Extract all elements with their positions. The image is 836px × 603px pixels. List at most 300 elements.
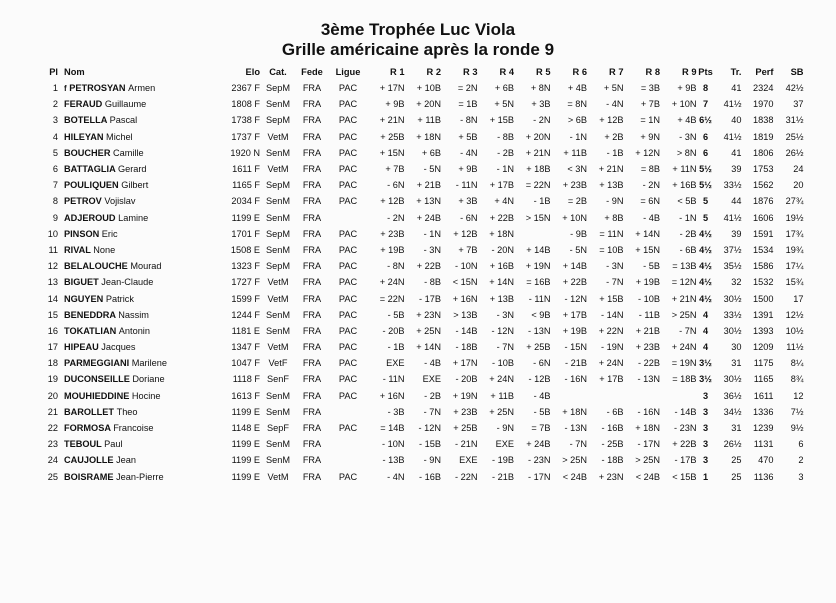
round-6-result: + 14B: [562, 261, 587, 272]
player-name-cell: [60, 355, 214, 371]
round-6-result: + 4B: [567, 83, 587, 94]
elo-cell: 1738 F: [231, 115, 260, 126]
round-6-result: = 8N: [567, 99, 587, 110]
player-name-cell: [60, 371, 214, 387]
player-first-name: Marilene: [131, 358, 167, 369]
table-row: [36, 452, 804, 468]
player-name-cell: [60, 129, 214, 145]
round-9-result: - 7N: [679, 325, 697, 336]
round-3-result: + 3B: [458, 196, 478, 207]
league-cell: PAC: [338, 261, 358, 272]
round-8-result: = 3B: [640, 83, 660, 94]
league-cell: PAC: [338, 115, 358, 126]
round-5-result: + 24B: [526, 439, 551, 450]
elo-cell: 1181 E: [231, 325, 260, 336]
category-cell: SenM: [265, 196, 290, 207]
performance-cell: 1500: [753, 293, 774, 304]
points-cell: 4½: [699, 261, 712, 272]
round-1-result: - 6N: [387, 180, 405, 191]
round-4-result: - 12N: [491, 325, 514, 336]
round-6-result: + 10N: [562, 212, 587, 223]
player-name-cell: [60, 161, 214, 177]
rank-cell: 3: [52, 115, 58, 126]
elo-cell: 1808 F: [231, 99, 260, 110]
col-header-r8: R 8: [645, 67, 660, 77]
round-5-result: = 16B: [526, 277, 551, 288]
player-first-name: Michel: [106, 131, 133, 142]
round-2-result: + 22B: [416, 261, 441, 272]
round-2-result: - 12N: [418, 423, 441, 434]
round-9-result: < 15B: [672, 471, 697, 482]
round-9-result: + 10N: [671, 99, 697, 110]
table-row: [36, 96, 804, 112]
round-2-result: - 4B: [424, 358, 441, 369]
round-1-result: + 7B: [385, 164, 405, 175]
league-cell: PAC: [338, 390, 358, 401]
round-6-result: + 19B: [562, 325, 587, 336]
player-last-name: BAROLLET: [64, 406, 115, 417]
performance-cell: 1606: [753, 212, 774, 223]
round-5-result: - 6N: [533, 358, 551, 369]
player-first-name: Mourad: [130, 261, 162, 272]
round-1-result: = 14B: [380, 423, 405, 434]
federation-cell: FRA: [302, 99, 322, 110]
round-3-result: = 1B: [458, 99, 478, 110]
round-5-result: + 20N: [525, 131, 551, 142]
tiebreak-tr-cell: 30½: [723, 374, 742, 385]
round-6-result: - 7N: [569, 439, 587, 450]
round-7-result: + 17B: [599, 374, 624, 385]
elo-cell: 1148 E: [231, 423, 260, 434]
sonneborn-berger-cell: 6: [798, 439, 804, 450]
points-cell: 5: [702, 196, 709, 207]
round-5-result: + 21N: [525, 147, 551, 158]
player-name-cell: [60, 404, 214, 420]
performance-cell: 1136: [753, 471, 774, 482]
round-7-result: [587, 388, 624, 404]
league-cell: [328, 210, 368, 226]
performance-cell: 1393: [753, 325, 774, 336]
league-cell: PAC: [338, 164, 358, 175]
round-3-result: + 19N: [452, 390, 478, 401]
points-cell: 5: [702, 212, 709, 223]
federation-cell: FRA: [302, 293, 322, 304]
round-9-result: - 6B: [679, 244, 697, 255]
col-header-r4: R 4: [499, 67, 514, 77]
player-last-name: BELALOUCHE: [64, 261, 128, 272]
round-8-result: - 13N: [637, 374, 660, 385]
round-5-result: - 5B: [533, 406, 551, 417]
rank-cell: 17: [47, 342, 58, 353]
round-3-result: - 6N: [460, 212, 478, 223]
round-2-result: + 25N: [416, 325, 441, 336]
league-cell: PAC: [338, 342, 358, 353]
performance-cell: 1532: [753, 277, 774, 288]
sonneborn-berger-cell: 7½: [790, 406, 804, 417]
points-cell: 6: [702, 147, 709, 158]
league-cell: PAC: [338, 228, 358, 239]
header-row: [36, 64, 804, 80]
sonneborn-berger-cell: 11½: [786, 342, 804, 353]
category-cell: SenM: [265, 212, 290, 223]
round-1-result: + 17N: [379, 83, 405, 94]
player-last-name: HILEYAN: [64, 131, 104, 142]
table-row: [36, 323, 804, 339]
round-1-result: + 16N: [379, 390, 405, 401]
round-6-result: - 5N: [569, 244, 587, 255]
round-7-result: - 9N: [606, 196, 624, 207]
rank-cell: 12: [47, 261, 58, 272]
league-cell: PAC: [338, 423, 358, 434]
federation-cell: FRA: [302, 277, 322, 288]
tiebreak-tr-cell: 40: [731, 115, 742, 126]
player-name-cell: [60, 193, 214, 209]
sonneborn-berger-cell: 17¾: [785, 228, 804, 239]
tiebreak-tr-cell: 25: [731, 471, 742, 482]
round-2-result: - 8B: [424, 277, 441, 288]
round-4-result: EXE: [495, 439, 514, 450]
round-8-result: < 24B: [635, 471, 660, 482]
round-4-result: - 9N: [496, 423, 514, 434]
round-5-result: [514, 226, 551, 242]
round-5-result: + 18B: [526, 164, 551, 175]
league-cell: PAC: [338, 131, 358, 142]
tiebreak-tr-cell: 41½: [723, 212, 742, 223]
player-last-name: RIVAL: [64, 244, 91, 255]
category-cell: VetM: [267, 342, 289, 353]
tiebreak-tr-cell: 33½: [723, 309, 742, 320]
round-2-result: - 3N: [423, 244, 441, 255]
tiebreak-tr-cell: 35½: [723, 261, 742, 272]
round-2-result: + 13N: [416, 196, 441, 207]
round-7-result: - 25B: [601, 439, 624, 450]
player-last-name: BOISRAME: [64, 471, 114, 482]
round-8-result: - 10B: [638, 293, 660, 304]
tiebreak-tr-cell: 32: [731, 277, 742, 288]
round-8-result: + 19B: [635, 277, 660, 288]
round-7-result: + 22N: [598, 325, 624, 336]
round-3-result: + 25B: [453, 423, 478, 434]
player-last-name: BOUCHER: [64, 147, 111, 158]
performance-cell: 1970: [753, 99, 774, 110]
category-cell: VetF: [268, 358, 288, 369]
round-2-result: - 1N: [423, 228, 441, 239]
player-last-name: FORMOSA: [64, 423, 111, 434]
round-4-result: - 8B: [497, 131, 514, 142]
round-2-result: + 21B: [416, 180, 441, 191]
tiebreak-tr-cell: 39: [731, 228, 742, 239]
category-cell: SenM: [265, 99, 290, 110]
rank-cell: 18: [47, 358, 58, 369]
player-name-cell: [60, 339, 214, 355]
round-9-result: - 2B: [679, 228, 697, 239]
federation-cell: FRA: [302, 358, 322, 369]
round-5-result: = 22N: [525, 180, 551, 191]
category-cell: SenM: [265, 147, 290, 158]
performance-cell: 1391: [753, 309, 774, 320]
performance-cell: 1876: [753, 196, 774, 207]
federation-cell: FRA: [302, 471, 322, 482]
player-first-name: None: [93, 244, 116, 255]
elo-cell: 1701 F: [231, 228, 260, 239]
round-6-result: - 15N: [564, 342, 587, 353]
round-7-result: - 14N: [601, 309, 624, 320]
round-3-result: + 12B: [453, 228, 478, 239]
round-5-result: - 12B: [528, 374, 551, 385]
league-cell: PAC: [338, 358, 358, 369]
round-4-result: + 15B: [489, 115, 514, 126]
player-last-name: TEBOUL: [64, 439, 102, 450]
federation-cell: FRA: [302, 423, 322, 434]
player-last-name: ADJEROUD: [64, 212, 116, 223]
points-cell: 3: [702, 439, 709, 450]
elo-cell: 2034 F: [231, 196, 260, 207]
elo-cell: 1047 F: [231, 358, 260, 369]
round-4-result: + 13B: [489, 293, 514, 304]
round-3-result: < 15N: [452, 277, 478, 288]
table-row: [36, 420, 804, 436]
round-9-result: - 14B: [674, 406, 697, 417]
elo-cell: 1199 E: [231, 406, 260, 417]
player-name-cell: [60, 436, 214, 452]
rank-cell: 14: [47, 293, 58, 304]
round-5-result: + 19N: [525, 261, 551, 272]
federation-cell: FRA: [302, 261, 322, 272]
player-name-cell: [60, 274, 214, 290]
league-cell: PAC: [338, 293, 358, 304]
player-first-name: Francoise: [113, 423, 154, 434]
sonneborn-berger-cell: 12½: [785, 309, 804, 320]
elo-cell: 2367 F: [231, 83, 260, 94]
round-2-result: - 2B: [424, 390, 441, 401]
points-cell: 5½: [699, 164, 712, 175]
player-name-cell: [60, 242, 214, 258]
player-last-name: BIGUET: [64, 277, 99, 288]
rank-cell: 20: [47, 390, 58, 401]
rank-cell: 24: [47, 455, 58, 466]
rank-cell: 10: [47, 228, 58, 239]
round-8-result: - 2N: [642, 180, 660, 191]
elo-cell: 1727 F: [231, 277, 260, 288]
sonneborn-berger-cell: 26½: [785, 147, 804, 158]
round-2-result: + 20N: [416, 99, 441, 110]
round-4-result: + 6B: [494, 83, 514, 94]
table-row: [36, 210, 804, 226]
round-2-result: - 15B: [419, 439, 441, 450]
round-9-result: + 16B: [672, 180, 697, 191]
tiebreak-tr-cell: 41½: [723, 131, 742, 142]
player-first-name: Vojislav: [104, 196, 136, 207]
league-cell: [328, 452, 368, 468]
performance-cell: 1562: [753, 180, 774, 191]
sonneborn-berger-cell: 24: [793, 164, 804, 175]
round-3-result: > 13B: [453, 309, 478, 320]
elo-cell: 1165 F: [232, 180, 260, 191]
sonneborn-berger-cell: 9½: [790, 423, 804, 434]
player-first-name: Jacques: [101, 342, 136, 353]
elo-cell: 1611 F: [232, 164, 260, 175]
table-row: [36, 388, 804, 404]
round-1-result: - 20B: [382, 325, 405, 336]
points-cell: 4: [702, 309, 709, 320]
round-8-result: + 7B: [640, 99, 660, 110]
round-8-result: + 23B: [635, 342, 660, 353]
round-5-result: - 23N: [528, 455, 551, 466]
table-row: [36, 242, 804, 258]
player-last-name: TOKATLIAN: [64, 325, 117, 336]
league-cell: PAC: [338, 196, 358, 207]
player-name-cell: [60, 452, 214, 468]
category-cell: SenM: [265, 406, 290, 417]
round-7-result: - 4N: [606, 99, 624, 110]
points-cell: 6: [702, 131, 709, 142]
round-6-result: [551, 388, 588, 404]
round-7-result: + 24N: [598, 358, 624, 369]
round-9-result: = 18B: [672, 374, 697, 385]
sonneborn-berger-cell: 2: [798, 455, 804, 466]
round-9-result: = 13B: [672, 261, 697, 272]
round-1-result: + 25B: [380, 131, 405, 142]
rank-cell: 7: [52, 180, 58, 191]
rank-cell: 13: [47, 277, 58, 288]
federation-cell: FRA: [302, 455, 322, 466]
round-6-result: < 3N: [567, 164, 587, 175]
player-last-name: PINSON: [64, 228, 100, 239]
elo-cell: 1199 E: [231, 471, 260, 482]
table-row: [36, 161, 804, 177]
sonneborn-berger-cell: 12: [793, 390, 804, 401]
tiebreak-tr-cell: 37½: [723, 244, 742, 255]
col-header-pl: Pl: [49, 67, 58, 77]
tiebreak-tr-cell: 30: [731, 342, 742, 353]
category-cell: SepM: [265, 115, 290, 126]
round-2-result: + 18N: [416, 131, 441, 142]
round-7-result: + 13B: [599, 180, 624, 191]
points-cell: 3: [702, 423, 709, 434]
round-5-result: - 4B: [533, 390, 551, 401]
round-4-result: - 7N: [496, 342, 514, 353]
round-9-result: - 23N: [674, 423, 697, 434]
round-3-result: + 23B: [453, 406, 478, 417]
performance-cell: 1586: [753, 261, 774, 272]
tiebreak-tr-cell: 33½: [723, 180, 742, 191]
player-name-cell: [60, 469, 214, 485]
performance-cell: 1175: [753, 358, 774, 369]
sonneborn-berger-cell: 8¼: [790, 358, 804, 369]
player-first-name: Eric: [101, 228, 118, 239]
elo-cell: 1508 E: [230, 244, 260, 255]
round-1-result: EXE: [386, 358, 405, 369]
player-last-name: BENEDDRA: [64, 309, 116, 320]
player-last-name: PETROV: [64, 196, 102, 207]
federation-cell: FRA: [302, 164, 322, 175]
league-cell: [328, 436, 368, 452]
col-header-cat: Cat.: [269, 67, 287, 77]
points-cell: 3: [702, 390, 709, 401]
player-first-name: Hocine: [131, 390, 161, 401]
col-header-r1: R 1: [390, 67, 405, 77]
round-7-result: + 2B: [604, 131, 624, 142]
performance-cell: 1611: [753, 390, 774, 401]
category-cell: SenM: [265, 309, 290, 320]
round-6-result: + 17B: [562, 309, 587, 320]
sonneborn-berger-cell: 37: [793, 99, 804, 110]
tiebreak-tr-cell: 39: [731, 164, 742, 175]
performance-cell: 1131: [753, 439, 774, 450]
tiebreak-tr-cell: 25: [731, 455, 742, 466]
rank-cell: 25: [47, 471, 58, 482]
table-row: [36, 145, 804, 161]
category-cell: SenM: [265, 439, 290, 450]
performance-cell: 1591: [753, 228, 774, 239]
sonneborn-berger-cell: 25½: [785, 131, 804, 142]
round-5-result: - 2N: [533, 115, 551, 126]
round-1-result: + 15N: [379, 147, 405, 158]
round-5-result: + 25B: [526, 342, 551, 353]
sonneborn-berger-cell: 19½: [785, 212, 804, 223]
performance-cell: 1165: [753, 374, 774, 385]
round-8-result: = 1N: [640, 115, 660, 126]
tiebreak-tr-cell: 41: [731, 83, 742, 94]
federation-cell: FRA: [302, 131, 322, 142]
round-9-result: = 19N: [671, 358, 697, 369]
table-row: [36, 193, 804, 209]
performance-cell: 1534: [753, 244, 774, 255]
points-cell: 4½: [699, 244, 712, 255]
rank-cell: 16: [47, 325, 58, 336]
round-5-result: - 17N: [528, 471, 551, 482]
round-6-result: + 18N: [562, 406, 587, 417]
round-5-result: < 9B: [531, 309, 551, 320]
points-cell: 7: [702, 99, 709, 110]
round-8-result: - 11B: [638, 309, 660, 320]
col-header-fede: Fede: [301, 67, 323, 77]
table-row: [36, 80, 804, 96]
federation-cell: FRA: [302, 342, 322, 353]
round-4-result: + 4N: [494, 196, 514, 207]
table-row: [36, 436, 804, 452]
sonneborn-berger-cell: 19¾: [785, 244, 804, 255]
tiebreak-tr-cell: 36½: [723, 390, 742, 401]
col-header-sb: SB: [790, 67, 804, 77]
round-1-result: + 23B: [380, 228, 405, 239]
player-first-name: Jean-Claude: [101, 277, 154, 288]
player-name-cell: [60, 80, 214, 96]
round-2-result: - 7N: [423, 406, 441, 417]
round-4-result: + 17B: [489, 180, 514, 191]
points-cell: 8: [702, 83, 709, 94]
standings-table: [36, 64, 804, 485]
round-8-result: - 4B: [643, 212, 660, 223]
tiebreak-tr-cell: 31: [731, 423, 742, 434]
category-cell: SenM: [265, 390, 290, 401]
rank-cell: 19: [47, 374, 58, 385]
round-6-result: - 21B: [565, 358, 587, 369]
round-2-result: + 24B: [416, 212, 441, 223]
table-row: [36, 129, 804, 145]
sonneborn-berger-cell: 27¾: [785, 196, 804, 207]
round-3-result: - 11N: [455, 180, 478, 191]
round-6-result: = 2B: [567, 196, 587, 207]
round-1-result: - 13B: [382, 455, 405, 466]
col-header-r7: R 7: [609, 67, 624, 77]
table-row: [36, 274, 804, 290]
round-1-result: - 1B: [387, 342, 405, 353]
round-5-result: - 11N: [528, 293, 551, 304]
round-9-result: [660, 388, 697, 404]
round-8-result: > 25N: [635, 455, 660, 466]
round-9-result: > 25N: [671, 309, 697, 320]
